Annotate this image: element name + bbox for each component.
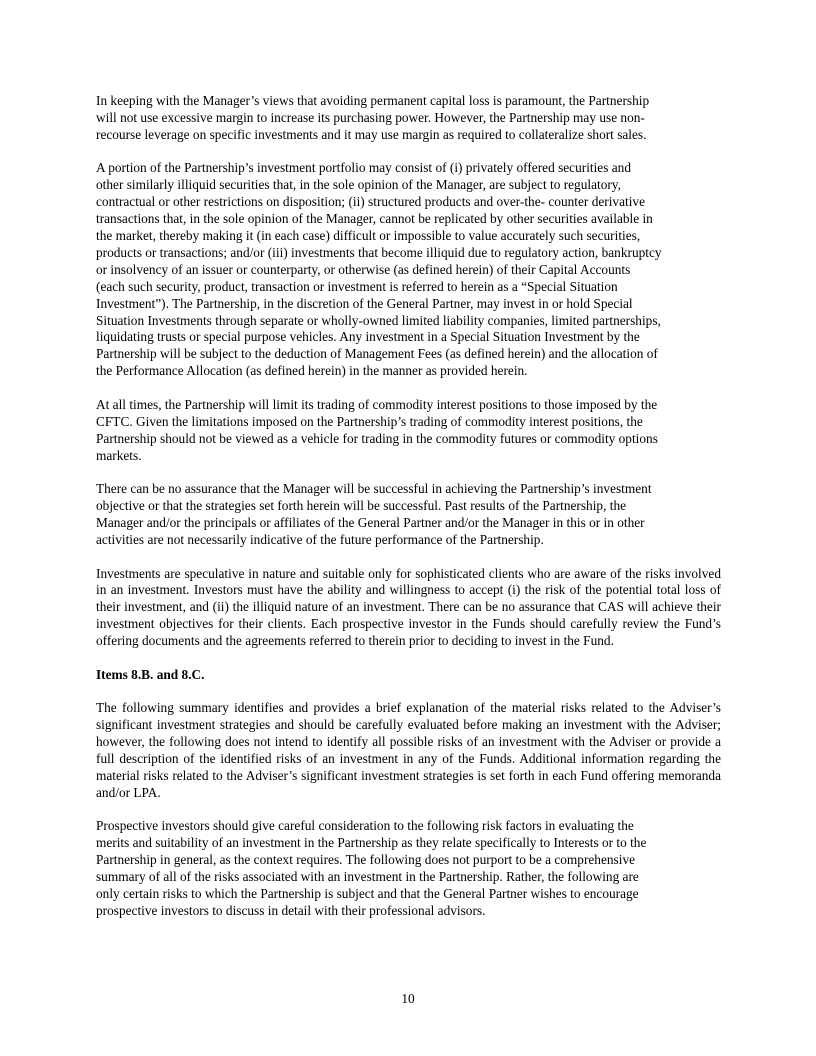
section-heading: Items 8.B. and 8.C. [96,666,205,682]
document-page [96,93,721,937]
paragraph-commodity-limits: At all times, the Partnership will limit its trading of commodity interest positions to those imposed by the CFTC. Given the limitations imposed on the Partnership’s trading of commodity interest positions, the Partnership should not be viewed as a vehicle for trading in the commodity futures or commodity options markets. [96,396,658,463]
paragraph-margin-policy: In keeping with the Manager’s views that avoiding permanent capital loss is paramount, the Partnership will not use excessive margin to increase its purchasing power. However, the Partnership may use non- recourse leverage on specific investments and it may use margin as required to collateralize short sales. [96,93,650,142]
paragraph-special-situation-investments: A portion of the Partnership’s investment portfolio may consist of (i) privately offered securities and other similarly illiquid securities that, in the sole opinion of the Manager, are subject to regulatory, contractual or other restrictions on disposition; (ii) structured products and over-the- counter derivative transactions that, in the sole opinion of the Manager, cannot be replicated by other securities available in the market, thereby making it (in each case) difficult or impossible to value accurately such securities, products or transactions; and/or (iii) investments that become illiquid due to regulatory action, bankruptcy or insolvency of an issuer or counterparty, or otherwise (as defined herein) of their Capital Accounts (each such security, product, transaction or investment is referred to herein as a “Special Situation Investment”). The Partnership, in the discretion of the General Partner, may invest in or hold Special Situation Investments through separate or wholly-owned limited liability companies, limited partnerships, liquidating trusts or special purpose vehicles. Any investment in a Special Situation Investment by the Partnership will be subject to the deduction of Management Fees (as defined herein) and the allocation of the Performance Allocation (as defined herein) in the manner as provided herein. [96,160,662,379]
paragraph-speculative-investments: Investments are speculative in nature and suitable only for sophisticated clients who are aware of the risks involved in an investment. Investors must have the ability and willingness to accept (i) the risk of the potential total loss of their investment, and (ii) the illiquid nature of an investment. There can be no assurance that CAS will achieve their investment objectives for their clients. Each prospective investor in the Funds should carefully review the Fund’s offering documents and the agreements referred to therein prior to deciding to invest in the Fund. [96,565,721,649]
page-number: 10 [401,991,415,1006]
paragraph-risk-summary: The following summary identifies and provides a brief explanation of the material risks related to the Adviser’s significant investment strategies and should be carefully evaluated before making an investment with the Adviser; however, the following does not intend to identify all possible risks of an investment with the Adviser or provide a full description of the identified risks of an investment in any of the Funds. Additional information regarding the material risks related to the Adviser’s significant investment strategies is set forth in each Fund offering memoranda and/or LPA. [96,700,721,800]
paragraph-risk-factors: Prospective investors should give careful consideration to the following risk factors in evaluating the merits and suitability of an investment in the Partnership as they relate specifically to Interests or to the Partnership in general, as the context requires. The following does not purport to be a comprehensive summary of all of the risks associated with an investment in the Partnership. Rather, the following are only certain risks to which the Partnership is subject and that the General Partner wishes to encourage prospective investors to discuss in detail with their professional advisors. [96,818,647,918]
paragraph-no-assurance: There can be no assurance that the Manager will be successful in achieving the Partnership’s investment objective or that the strategies set forth herein will be successful. Past results of the Partnership, the Manager and/or the principals or affiliates of the General Partner and/or the Manager in this or in other activities are not necessarily indicative of the future performance of the Partnership. [96,481,652,547]
